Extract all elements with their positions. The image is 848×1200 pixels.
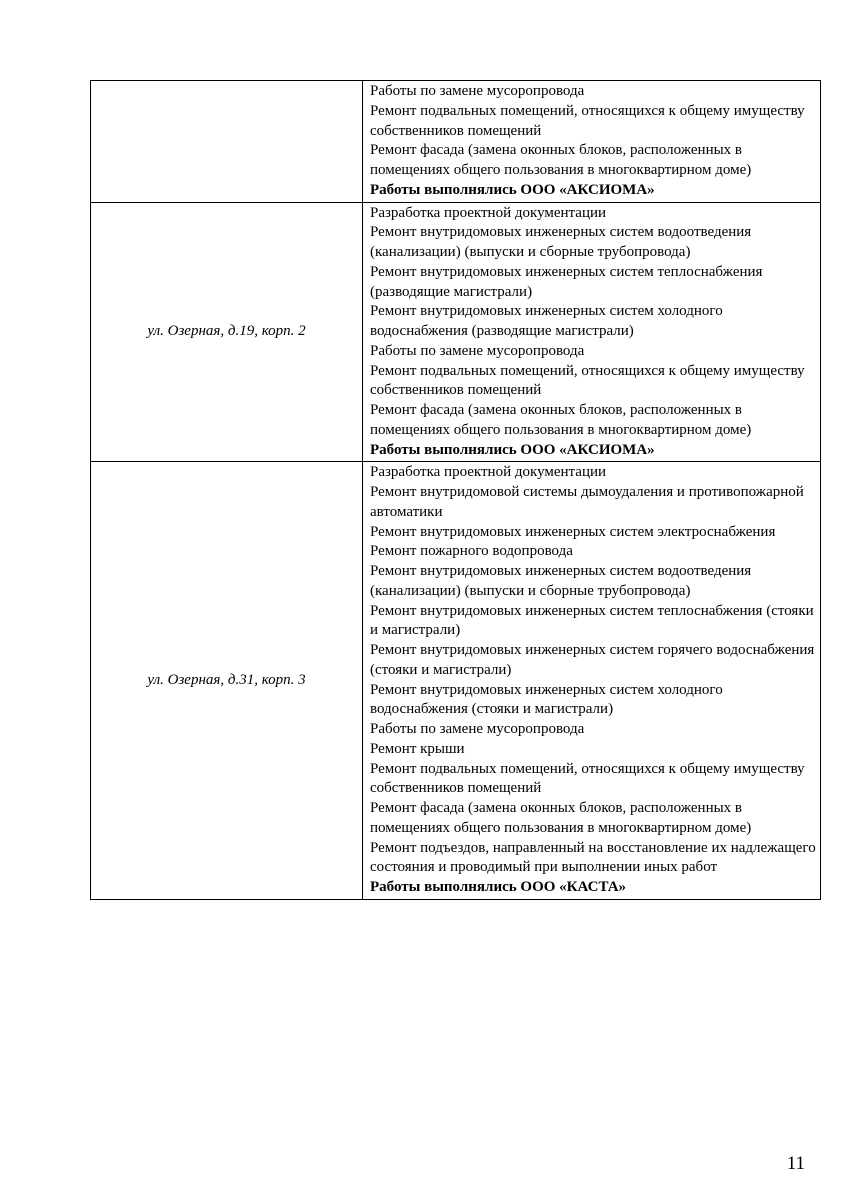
work-item: Ремонт подвальных помещений, относящихся к общему имуществу собственников помещений	[370, 760, 805, 797]
works-table	[90, 80, 821, 900]
table-row	[91, 202, 821, 462]
work-item: Ремонт внутридомовых инженерных систем холодного водоснабжения (разводящие магистрали)	[370, 303, 723, 339]
work-item: Ремонт внутридомовых инженерных систем горячего водоснабжения (стояки и магистрали)	[370, 642, 815, 678]
work-item: Ремонт пожарного водопровода	[370, 543, 573, 560]
works-cell	[363, 462, 821, 900]
address-cell: ул. Озерная, д.19, корп. 2	[91, 202, 363, 462]
address-cell: ул. Озерная, д.31, корп. 3	[91, 462, 363, 900]
work-item: Ремонт крыши	[370, 740, 465, 757]
work-item: Работы по замене мусоропровода	[370, 342, 585, 359]
work-item: Работы по замене мусоропровода	[370, 83, 585, 99]
works-cell	[363, 81, 821, 203]
works-cell	[363, 202, 821, 462]
address-cell	[91, 81, 363, 203]
work-item: Ремонт фасада (замена оконных блоков, расположенных в помещениях общего пользования в многоквартирном доме)	[370, 402, 752, 438]
work-item: Ремонт внутридомовых инженерных систем водоотведения (канализации) (выпуски и сборные трубопровода)	[370, 563, 752, 599]
work-item: Ремонт подвальных помещений, относящихся к общему имуществу собственников помещений	[370, 362, 805, 399]
work-item: Разработка проектной документации	[370, 204, 607, 221]
contractor-line: Работы выполнялись ООО «КАСТА»	[370, 879, 627, 895]
work-item: Ремонт внутридомовой системы дымоудаления и противопожарной автоматики	[370, 484, 804, 520]
work-item: Ремонт внутридомовых инженерных систем электроснабжения	[370, 523, 776, 540]
page-number: 11	[786, 1153, 805, 1174]
work-item: Ремонт внутридомовых инженерных систем теплоснабжения (разводящие магистрали)	[370, 263, 763, 300]
contractor-line: Работы выполнялись ООО «АКСИОМА»	[370, 441, 655, 458]
work-item: Ремонт внутридомовых инженерных систем холодного водоснабжения (стояки и магистрали)	[370, 681, 723, 718]
work-item: Ремонт внутридомовых инженерных систем теплоснабжения (стояки и магистрали)	[370, 602, 814, 639]
work-item: Работы по замене мусоропровода	[370, 721, 585, 737]
work-item: Ремонт фасада (замена оконных блоков, расположенных в помещениях общего пользования в многоквартирном доме)	[370, 800, 752, 836]
contractor-line: Работы выполнялись ООО «АКСИОМА»	[370, 181, 655, 198]
table-row	[91, 462, 821, 900]
work-item: Ремонт подъездов, направленный на восстановление их надлежащего состояния и проводимый при выполнении иных работ	[370, 839, 816, 876]
work-item: Ремонт подвальных помещений, относящихся к общему имуществу собственников помещений	[370, 102, 805, 139]
work-item: Разработка проектной документации	[370, 464, 607, 481]
work-item: Ремонт фасада (замена оконных блоков, расположенных в помещениях общего пользования в многоквартирном доме)	[370, 142, 752, 178]
table-row	[91, 81, 821, 203]
work-item: Ремонт внутридомовых инженерных систем водоотведения (канализации) (выпуски и сборные трубопровода)	[370, 224, 752, 260]
